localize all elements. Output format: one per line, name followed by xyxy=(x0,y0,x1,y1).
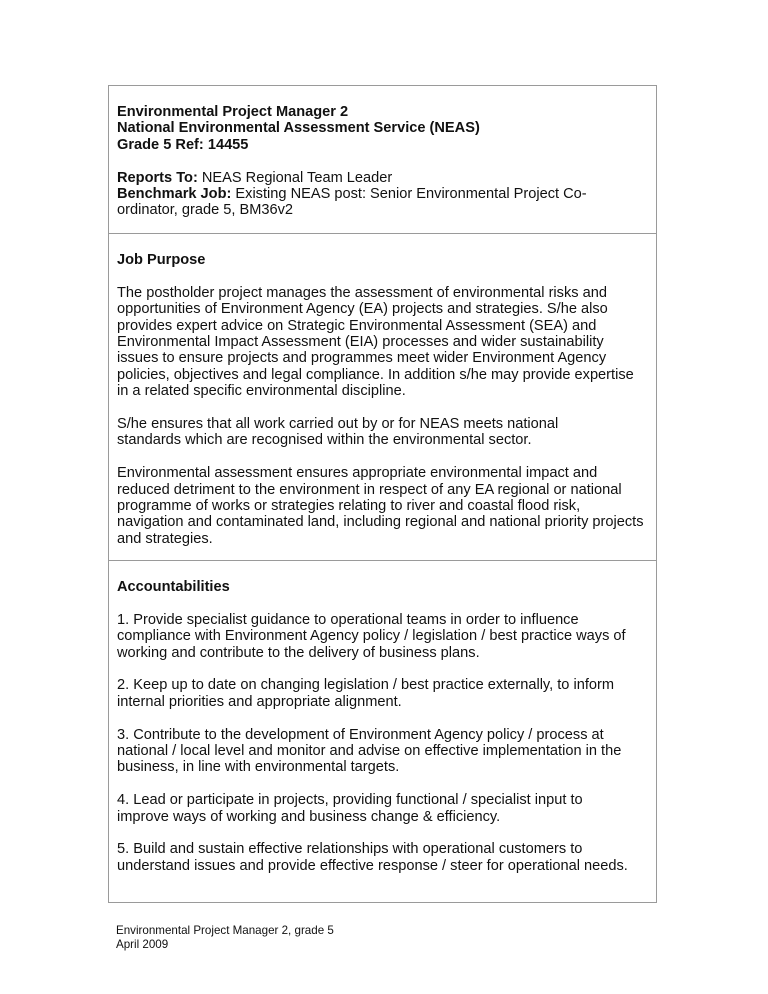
accountability-item: 1. Provide specialist guidance to operational teams in order to influence compliance with Environment Agency policy / legislation / best practice ways of working and contribute to the delivery of business plans. xyxy=(117,611,626,661)
grade-ref: Grade 5 Ref: 14455 xyxy=(117,136,249,153)
accountabilities-section xyxy=(109,560,656,902)
footer-date: April 2009 xyxy=(116,937,169,951)
job-description-box xyxy=(108,85,657,903)
benchmark-label: Benchmark Job: xyxy=(117,186,232,203)
job-purpose-paragraph: The postholder project manages the assessment of environmental risks and opportunities of Environment Agency (EA) projects and strategies. S/he also provides expert advice on Strategic Environmental Assessment (SEA) and Environmental Impact Assessment (EIA) processes and wider sustainability issues to ensure projects and programmes meet wider Environment Agency policies, objectives and legal compliance. In addition s/he may provide expertise in a related specific environmental discipline. xyxy=(117,284,634,400)
page-footer xyxy=(116,924,334,951)
benchmark-line xyxy=(117,186,648,219)
accountability-item: 4. Lead or participate in projects, providing functional / specialist input to improve ways of working and business change & efficiency. xyxy=(117,792,583,825)
accountabilities-heading: Accountabilities xyxy=(117,579,230,595)
job-title: Environmental Project Manager 2 xyxy=(117,104,349,120)
job-header-section xyxy=(109,86,656,233)
service-name: National Environmental Assessment Service (NEAS) xyxy=(117,120,480,137)
accountability-item: 5. Build and sustain effective relationships with operational customers to understand issues and provide effective response / steer for operational needs. xyxy=(117,841,628,874)
benchmark-value: Existing NEAS post: Senior Environmental Project Co-ordinator, grade 5, BM36v2 xyxy=(117,186,587,219)
job-purpose-paragraph: S/he ensures that all work carried out by or for NEAS meets national standards which are recognised within the environmental sector. xyxy=(117,416,559,449)
reports-to-line xyxy=(117,170,648,186)
accountability-item: 2. Keep up to date on changing legislation / best practice externally, to inform internal priorities and appropriate alignment. xyxy=(117,677,615,710)
job-purpose-heading: Job Purpose xyxy=(117,252,206,268)
footer-document-title: Environmental Project Manager 2, grade 5 xyxy=(116,924,334,937)
accountability-item: 3. Contribute to the development of Environment Agency policy / process at national / local level and monitor and advise on effective implementation in the business, in line with environmental targets. xyxy=(117,726,622,776)
job-purpose-paragraph: Environmental assessment ensures appropriate environmental impact and reduced detriment to the environment in respect of any EA regional or national programme of works or strategies relating to river and coastal flood risk, navigation and contaminated land, including regional and national priority projects and strategies. xyxy=(117,465,644,547)
reports-to-label: Reports To: xyxy=(117,169,198,186)
job-purpose-section xyxy=(109,233,656,560)
reports-to-value: NEAS Regional Team Leader xyxy=(197,169,393,186)
